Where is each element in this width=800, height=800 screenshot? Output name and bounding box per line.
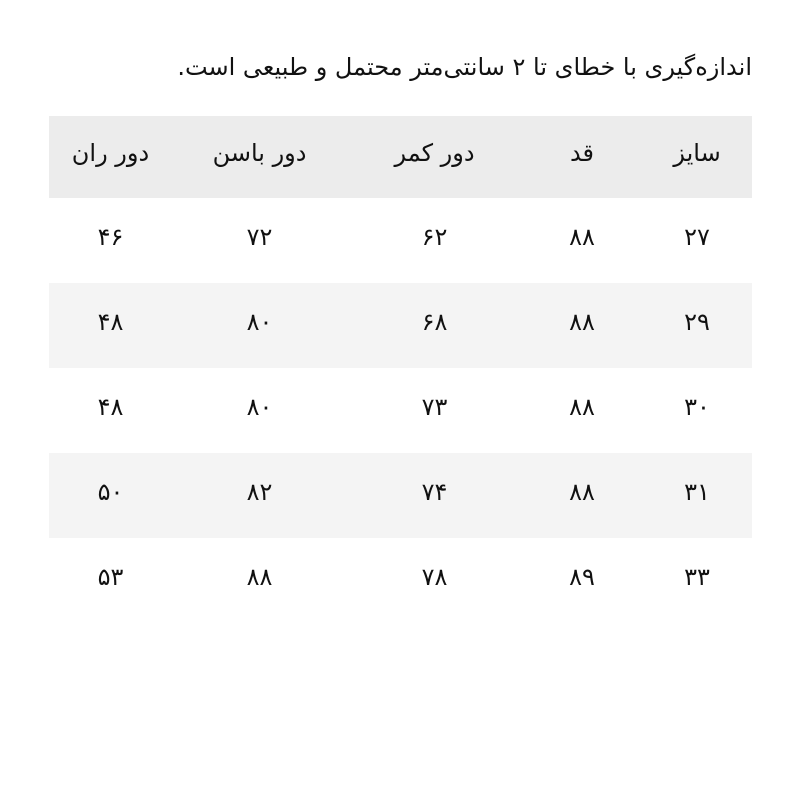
cell-waist: ۷۴ — [421, 477, 448, 506]
size-table-body — [49, 198, 752, 623]
size-table-header — [49, 116, 752, 198]
cell-size: ۲۷ — [684, 222, 710, 251]
header-row — [49, 116, 752, 198]
table-row — [49, 538, 752, 623]
cell-thigh: ۵۳ — [97, 562, 124, 591]
cell-size: ۳۰ — [684, 392, 710, 421]
header-thigh: دور ران — [71, 139, 150, 167]
cell-waist: ۶۸ — [421, 307, 448, 336]
header-size: سایز — [673, 139, 721, 167]
cell-size: ۲۹ — [684, 307, 710, 336]
cell-hip: ۸۰ — [246, 392, 273, 421]
cell-thigh: ۴۶ — [97, 222, 124, 251]
cell-hip: ۸۲ — [246, 477, 273, 506]
cell-waist: ۶۲ — [421, 222, 448, 251]
cell-hip: ۸۸ — [246, 562, 273, 591]
cell-size: ۳۳ — [684, 562, 710, 591]
table-row — [49, 198, 752, 283]
size-table — [49, 116, 752, 623]
header-hip: دور باسن — [212, 139, 307, 167]
cell-thigh: ۴۸ — [97, 307, 124, 336]
header-waist: دور کمر — [394, 139, 475, 167]
header-height: قد — [569, 139, 595, 167]
cell-height: ۸۸ — [569, 477, 595, 506]
cell-thigh: ۴۸ — [97, 392, 124, 421]
table-row — [49, 368, 752, 453]
table-row — [49, 453, 752, 538]
cell-height: ۸۹ — [569, 562, 595, 591]
table-row — [49, 283, 752, 368]
cell-height: ۸۸ — [569, 392, 595, 421]
cell-waist: ۷۸ — [421, 562, 448, 591]
cell-hip: ۸۰ — [246, 307, 273, 336]
cell-waist: ۷۳ — [421, 392, 448, 421]
cell-height: ۸۸ — [569, 307, 595, 336]
cell-hip: ۷۲ — [246, 222, 273, 251]
cell-size: ۳۱ — [684, 477, 710, 506]
cell-thigh: ۵۰ — [97, 477, 124, 506]
cell-height: ۸۸ — [569, 222, 595, 251]
measurement-note: اندازه‌گیری با خطای تا ۲ سانتی‌متر محتمل و طبیعی است. — [177, 53, 752, 81]
